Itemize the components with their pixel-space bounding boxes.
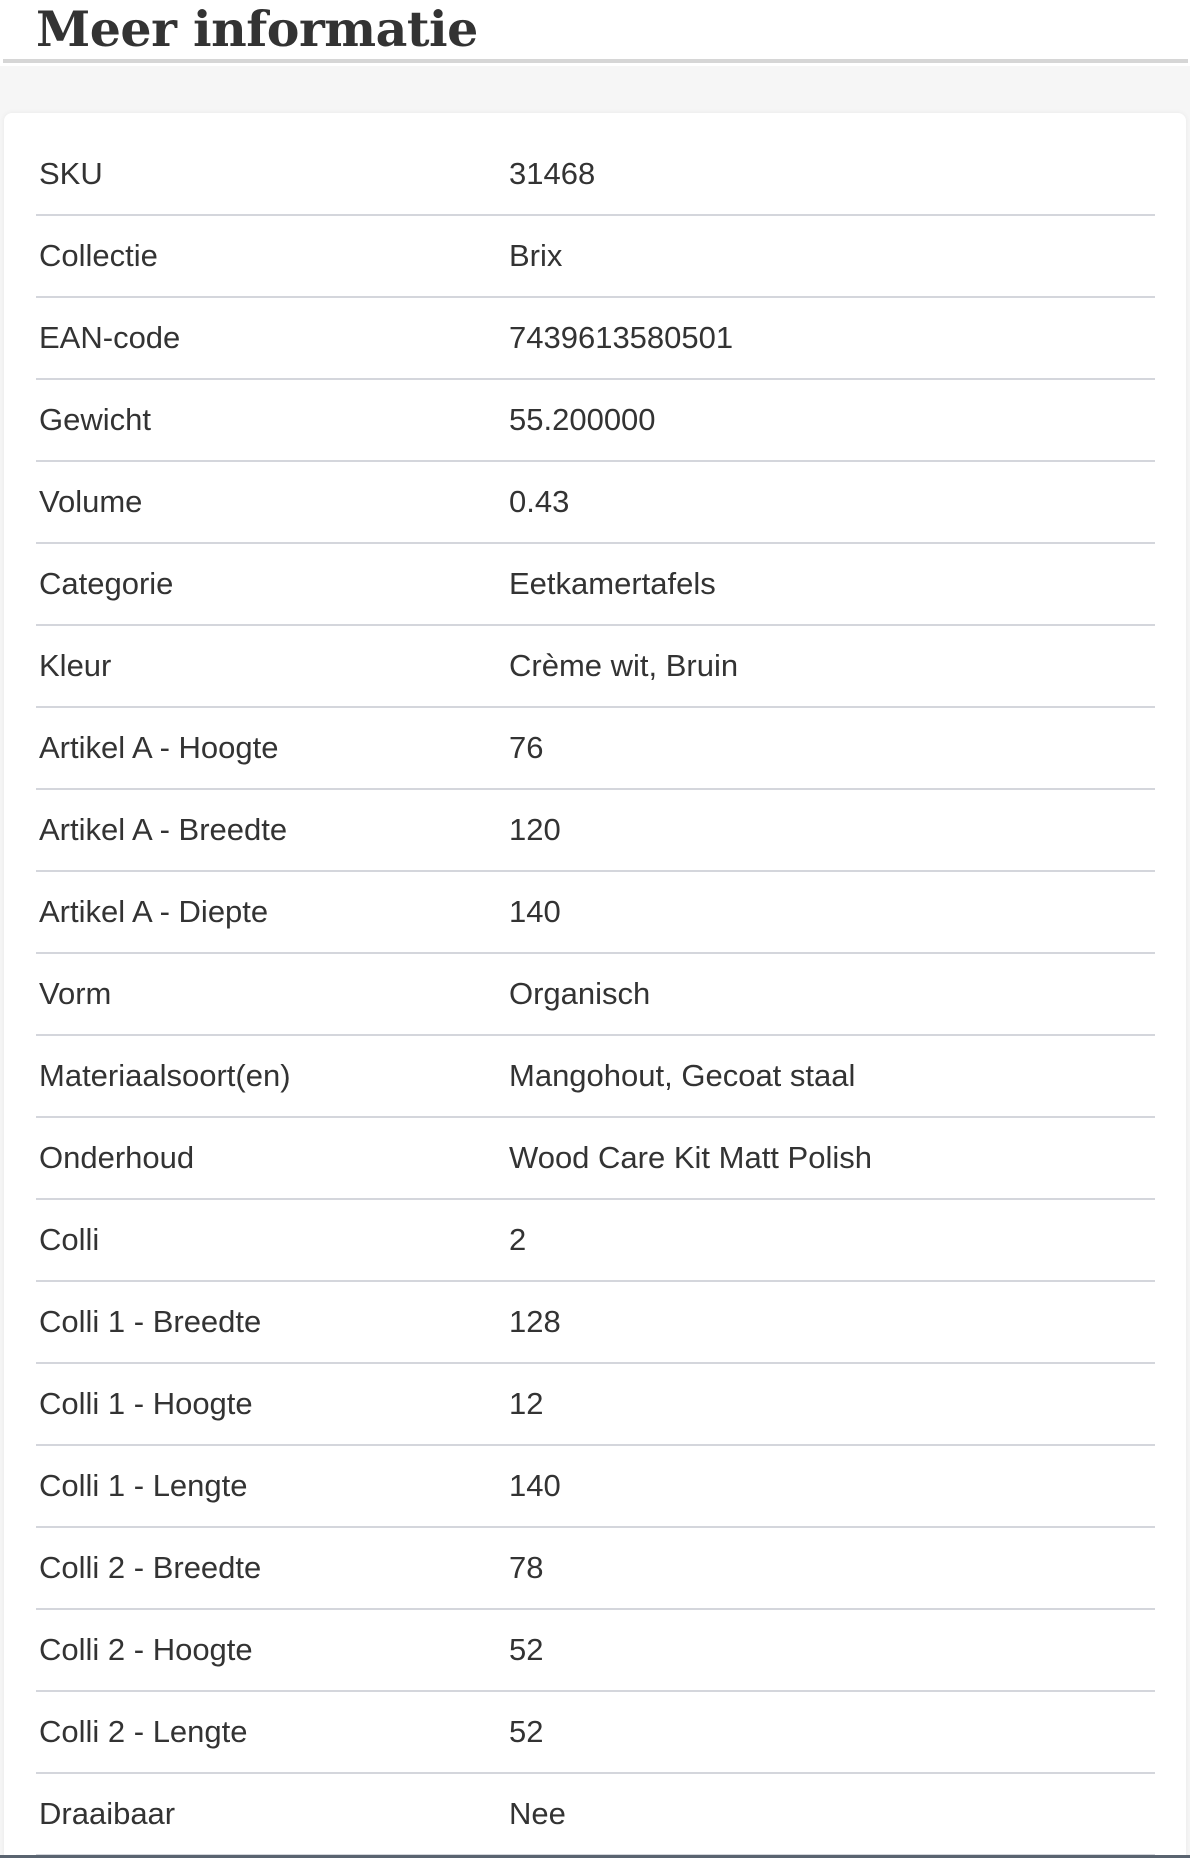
attribute-label: Draaibaar <box>36 1773 509 1855</box>
attribute-label: Artikel A - Breedte <box>36 789 509 871</box>
table-row <box>36 707 1155 789</box>
attribute-value: 2 <box>509 1199 1155 1281</box>
attribute-label: Categorie <box>36 543 509 625</box>
table-row <box>36 1035 1155 1117</box>
table-row <box>36 297 1155 379</box>
attribute-label: Artikel A - Diepte <box>36 871 509 953</box>
attribute-label: SKU <box>36 133 509 215</box>
table-row <box>36 543 1155 625</box>
attribute-value: Eetkamertafels <box>509 543 1155 625</box>
attribute-label: Colli 1 - Lengte <box>36 1445 509 1527</box>
attribute-value: Mangohout, Gecoat staal <box>509 1035 1155 1117</box>
table-row <box>36 1691 1155 1773</box>
attribute-label: Colli <box>36 1199 509 1281</box>
attribute-label: Vorm <box>36 953 509 1035</box>
attribute-value: 31468 <box>509 133 1155 215</box>
attribute-label: Kleur <box>36 625 509 707</box>
attribute-value: 140 <box>509 1445 1155 1527</box>
attribute-label: Colli 2 - Lengte <box>36 1691 509 1773</box>
page-title: Meer informatie <box>36 0 478 58</box>
attribute-value: 78 <box>509 1527 1155 1609</box>
attribute-value: 120 <box>509 789 1155 871</box>
attribute-value: 76 <box>509 707 1155 789</box>
attribute-value: Wood Care Kit Matt Polish <box>509 1117 1155 1199</box>
attribute-label: Volume <box>36 461 509 543</box>
product-attributes-table <box>36 133 1155 1856</box>
attribute-value: 0.43 <box>509 461 1155 543</box>
attribute-value: 140 <box>509 871 1155 953</box>
attribute-label: Materiaalsoort(en) <box>36 1035 509 1117</box>
attribute-label: Artikel A - Hoogte <box>36 707 509 789</box>
attribute-label: Gewicht <box>36 379 509 461</box>
table-row <box>36 871 1155 953</box>
table-row <box>36 379 1155 461</box>
table-row <box>36 1445 1155 1527</box>
attribute-value: Crème wit, Bruin <box>509 625 1155 707</box>
attribute-label: Colli 2 - Hoogte <box>36 1609 509 1691</box>
attribute-value: 128 <box>509 1281 1155 1363</box>
table-row <box>36 953 1155 1035</box>
attribute-label: Colli 1 - Breedte <box>36 1281 509 1363</box>
attribute-value: 52 <box>509 1691 1155 1773</box>
table-row <box>36 1527 1155 1609</box>
table-row <box>36 133 1155 215</box>
attribute-label: Onderhoud <box>36 1117 509 1199</box>
attribute-value: 7439613580501 <box>509 297 1155 379</box>
table-row <box>36 215 1155 297</box>
table-row <box>36 1117 1155 1199</box>
table-row <box>36 789 1155 871</box>
product-info-card <box>4 113 1186 1858</box>
attribute-value: Nee <box>509 1773 1155 1855</box>
attribute-label: Colli 1 - Hoogte <box>36 1363 509 1445</box>
attribute-value: 55.200000 <box>509 379 1155 461</box>
table-row <box>36 1199 1155 1281</box>
table-row <box>36 1281 1155 1363</box>
table-row <box>36 1363 1155 1445</box>
attribute-label: Colli 2 - Breedte <box>36 1527 509 1609</box>
table-row <box>36 1609 1155 1691</box>
table-row <box>36 461 1155 543</box>
attribute-label: EAN-code <box>36 297 509 379</box>
table-row <box>36 1773 1155 1855</box>
page-header <box>0 0 1190 66</box>
attribute-value: Brix <box>509 215 1155 297</box>
attribute-label: Collectie <box>36 215 509 297</box>
attribute-value: 52 <box>509 1609 1155 1691</box>
attribute-value: Organisch <box>509 953 1155 1035</box>
attribute-value: 12 <box>509 1363 1155 1445</box>
table-row <box>36 625 1155 707</box>
title-divider <box>3 59 1188 63</box>
